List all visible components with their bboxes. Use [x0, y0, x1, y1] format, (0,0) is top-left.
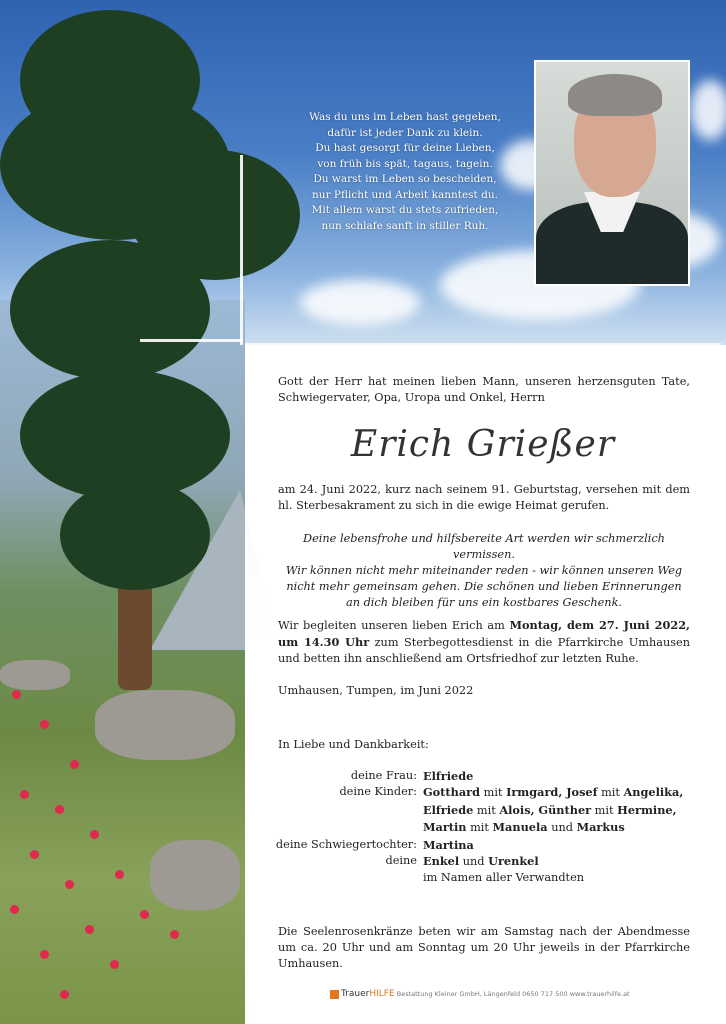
poem-line: nur Pflicht und Arbeit kanntest du.: [312, 188, 498, 201]
footer-branding: [330, 989, 630, 999]
remembrance-quote: [278, 531, 690, 611]
quote-line: nicht mehr gemeinsam gehen. Die schönen und lieben Erinnerungen: [286, 580, 682, 593]
flower: [55, 805, 64, 814]
mourner-names: Martina: [423, 837, 474, 852]
flower: [140, 910, 149, 919]
mourner-names: [423, 802, 703, 819]
funeral-details: [278, 617, 690, 667]
grand-name: Enkel: [423, 854, 460, 869]
rosary-notice: Die Seelenrosenkränze beten wir am Samstag nach der Abendmesse um ca. 20 Uhr und am Sonntag um 20 Uhr jeweils in der Pfarrkirche Umhausen.: [278, 925, 690, 970]
mourner-role: deine Frau:: [350, 769, 417, 782]
child-name: Elfriede: [423, 802, 474, 817]
quote-line: Wir können nicht mehr miteinander reden - wir können unseren Weg: [285, 564, 683, 577]
mourner-row: [245, 802, 721, 819]
flower: [110, 960, 119, 969]
mourner-names: Elfriede: [423, 769, 474, 783]
mourner-row: [245, 784, 721, 801]
flower: [20, 790, 29, 799]
mourner-role-empty: [245, 870, 423, 886]
intro-text: Gott der Herr hat meinen lieben Mann, unseren herzensguten Tate, Schwiegervater, Opa, Uropa und Onkel, Herrn: [278, 375, 690, 404]
funeral-text: zum Sterbegottesdienst in die Pfarrkirche Umhausen und betten ihn anschließend am Ortsfriedhof zur letzten Ruhe.: [278, 636, 690, 665]
memorial-poem: [300, 110, 510, 234]
quote-line: an dich bleiben für uns ein kostbares Geschenk.: [345, 596, 623, 609]
flower: [40, 720, 49, 729]
flower: [40, 950, 49, 959]
child-name: Manuela: [492, 820, 548, 835]
flower: [115, 870, 124, 879]
tree-crown: [10, 240, 210, 380]
mourner-row: [245, 768, 721, 784]
flower: [60, 990, 69, 999]
logo-text: Trauer: [341, 989, 370, 999]
funeral-text: Wir begleiten unseren lieben Erich am: [278, 619, 510, 632]
flower: [30, 850, 39, 859]
grand-name: Urenkel: [488, 854, 539, 869]
poem-line: von früh bis spät, tagaus, tagein.: [317, 157, 493, 170]
mourner-names: [423, 853, 703, 870]
poem-line: nun schlafe sanft in stiller Ruh.: [321, 219, 489, 232]
mourner-row: [245, 870, 721, 886]
mourner-role: deine Schwiegertochter:: [275, 837, 417, 851]
funeral-time: um 14.30 Uhr: [278, 635, 370, 649]
deceased-name: Erich Grießer: [350, 424, 616, 465]
mourner-row: [245, 819, 721, 836]
connector: mit: [591, 803, 618, 817]
mourner-role: deine: [385, 854, 417, 868]
poem-line: Du hast gesorgt für deine Lieben,: [315, 142, 495, 154]
logo-icon: [330, 990, 339, 999]
flower: [65, 880, 74, 889]
tree-crown: [60, 480, 210, 590]
portrait-hair: [568, 74, 662, 116]
mourner-row: [245, 837, 721, 853]
poem-line: dafür ist jeder Dank zu klein.: [327, 126, 483, 139]
rock: [150, 840, 240, 910]
funeral-date: Montag, dem 27. Juni 2022,: [509, 618, 690, 632]
mourner-role: deine Kinder:: [339, 785, 417, 799]
mourner-names: [423, 819, 703, 836]
flower: [90, 830, 99, 839]
relatives-text: im Namen aller Verwandten: [423, 871, 585, 885]
rock: [95, 690, 235, 760]
connector: mit: [480, 786, 507, 800]
child-name: Markus: [576, 820, 625, 835]
child-name: Alois, Günther: [499, 802, 592, 817]
child-name: Gotthard: [423, 785, 481, 800]
quote-line: Deine lebensfrohe und hilfsbereite Art werden wir schmerzlich vermissen.: [303, 532, 665, 561]
portrait-photo: [534, 60, 690, 286]
child-name: Irmgard, Josef: [506, 785, 598, 800]
footer-details: Bestattung Kleiner GmbH, Längenfeld 0650 717 500 www.trauerhilfe.at: [396, 990, 630, 998]
connector: und: [547, 821, 577, 835]
child-name: Hermine,: [617, 802, 677, 817]
poem-line: Du warst im Leben so bescheiden,: [313, 173, 497, 185]
mourner-row: [245, 853, 721, 870]
place-date: Umhausen, Tumpen, im Juni 2022: [278, 684, 474, 697]
logo-accent-text: HILFE: [369, 989, 395, 999]
mourner-role-empty: [245, 819, 423, 836]
cross-vertical-line: [240, 155, 243, 345]
rock: [0, 660, 70, 690]
flower: [12, 690, 21, 699]
flower: [70, 760, 79, 769]
cloud: [690, 80, 726, 140]
connector: mit: [597, 786, 624, 800]
connector: mit: [466, 821, 493, 835]
child-name: Martin: [423, 820, 467, 835]
poem-line: Was du uns im Leben hast gegeben,: [309, 111, 501, 123]
flower: [170, 930, 179, 939]
mourner-names: [423, 784, 703, 801]
cross-horizontal-line: [140, 339, 243, 342]
connector: mit: [473, 803, 500, 817]
mourners-list: [245, 768, 721, 887]
connector: und: [459, 855, 489, 869]
flower: [10, 905, 19, 914]
poem-line: Mit allem warst du stets zufrieden,: [311, 204, 499, 216]
death-notice: am 24. Juni 2022, kurz nach seinem 91. Geburtstag, versehen mit dem hl. Sterbesakrament zu sich in die ewige Heimat gerufen.: [278, 483, 690, 512]
flower: [85, 925, 94, 934]
mourner-role-empty: [245, 802, 423, 819]
cloud: [300, 280, 420, 325]
thanks-heading: In Liebe und Dankbarkeit:: [278, 738, 429, 751]
child-name: Angelika,: [623, 785, 684, 800]
